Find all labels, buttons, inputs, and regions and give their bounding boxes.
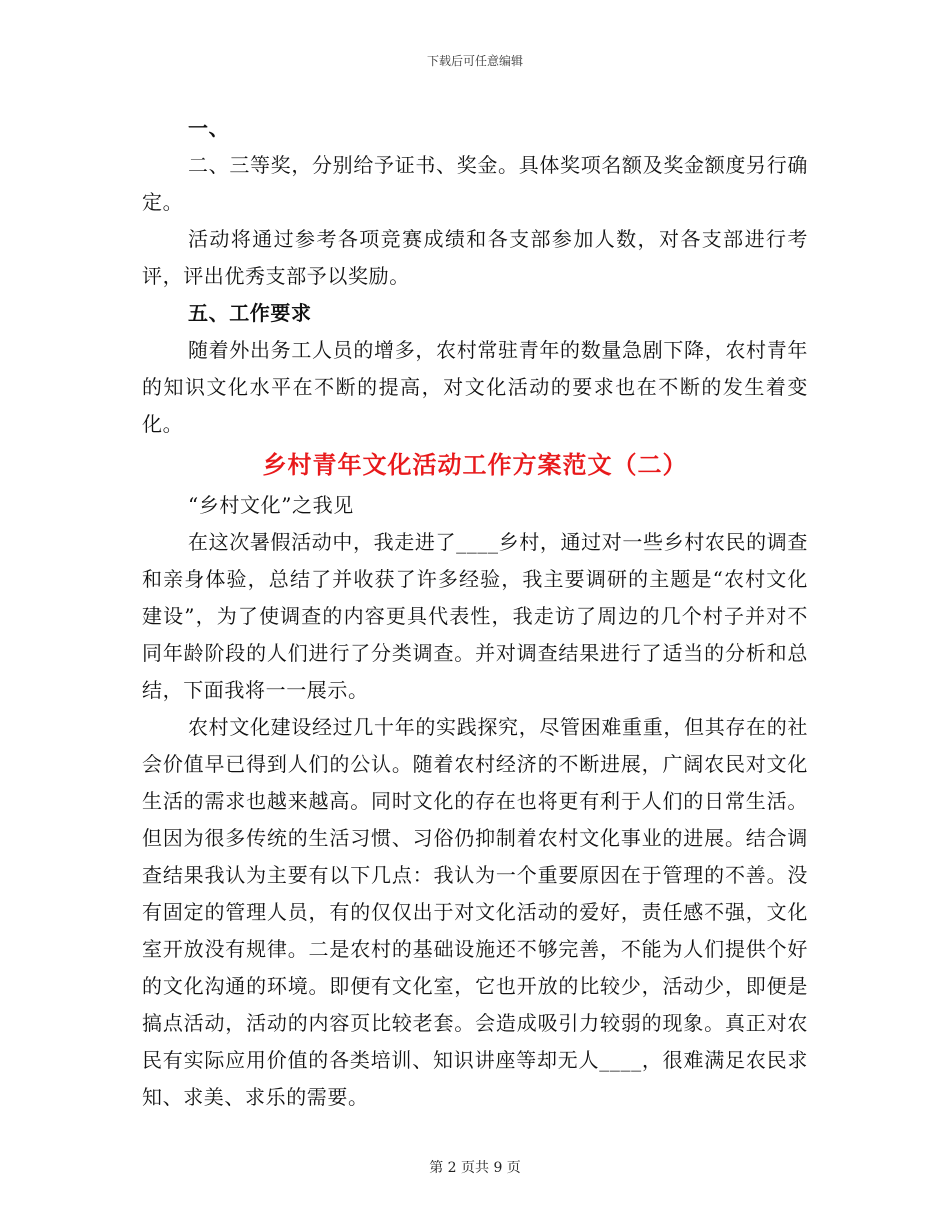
document-body <box>142 110 808 1116</box>
essay-subtitle: “乡村文化”之我见 <box>188 493 354 517</box>
section-title: 乡村青年文化活动工作方案范文（二） <box>262 450 688 479</box>
requirements-paragraph: 随着外出务工人员的增多，农村常驻青年的数量急剧下降，农村青年的知识文化水平在不断的提高，对文化活动的要求也在不断的发生着变化。 <box>142 338 808 436</box>
list-item-one: 一、 <box>188 116 230 140</box>
analysis-paragraph: 农村文化建设经过几十年的实践探究，尽管困难重重，但其存在的社会价值早已得到人们的公认。随着农村经济的不断进展，广阔农民对文化生活的需求也越来越高。同时文化的存在也将更有利于人们的日常生活。但因为很多传统的生活习惯、习俗仍抑制着农村文化事业的进展。结合调查结果我认为主要有以下几点：我认为一个重要原因在于管理的不善。没有固定的管理人员，有的仅仅出于对文化活动的爱好，责任感不强，文化室开放没有规律。二是农村的基础设施还不够完善，不能为人们提供个好的文化沟通的环境。即便有文化室，它也开放的比较少，活动少，即便是搞点活动，活动的内容页比较老套。会造成吸引力较弱的现象。真正对农民有实际应用价值的各类培训、知识讲座等却无人____，很难满足农民求知、求美、求乐的需要。 <box>142 715 808 1109</box>
evaluation-paragraph: 活动将通过参考各项竞赛成绩和各支部参加人数，对各支部进行考评，评出优秀支部予以奖励。 <box>142 227 808 288</box>
work-requirements-heading: 五、工作要求 <box>188 301 312 325</box>
award-paragraph: 二、三等奖，分别给予证书、奖金。具体奖项名额及奖金额度另行确定。 <box>142 153 808 214</box>
page-footer: 第 2 页共 9 页 <box>429 1160 521 1176</box>
page-header: 下载后可任意编辑 <box>426 54 523 68</box>
survey-paragraph: 在这次暑假活动中，我走进了____乡村，通过对一些乡村农民的调查和亲身体验，总结了并收获了许多经验，我主要调研的主题是“农村文化建设”，为了使调查的内容更具代表性，我走访了周边的几个村子并对不同年龄阶段的人们进行了分类调查。并对调查结果进行了适当的分析和总结，下面我将一一展示。 <box>142 530 808 702</box>
